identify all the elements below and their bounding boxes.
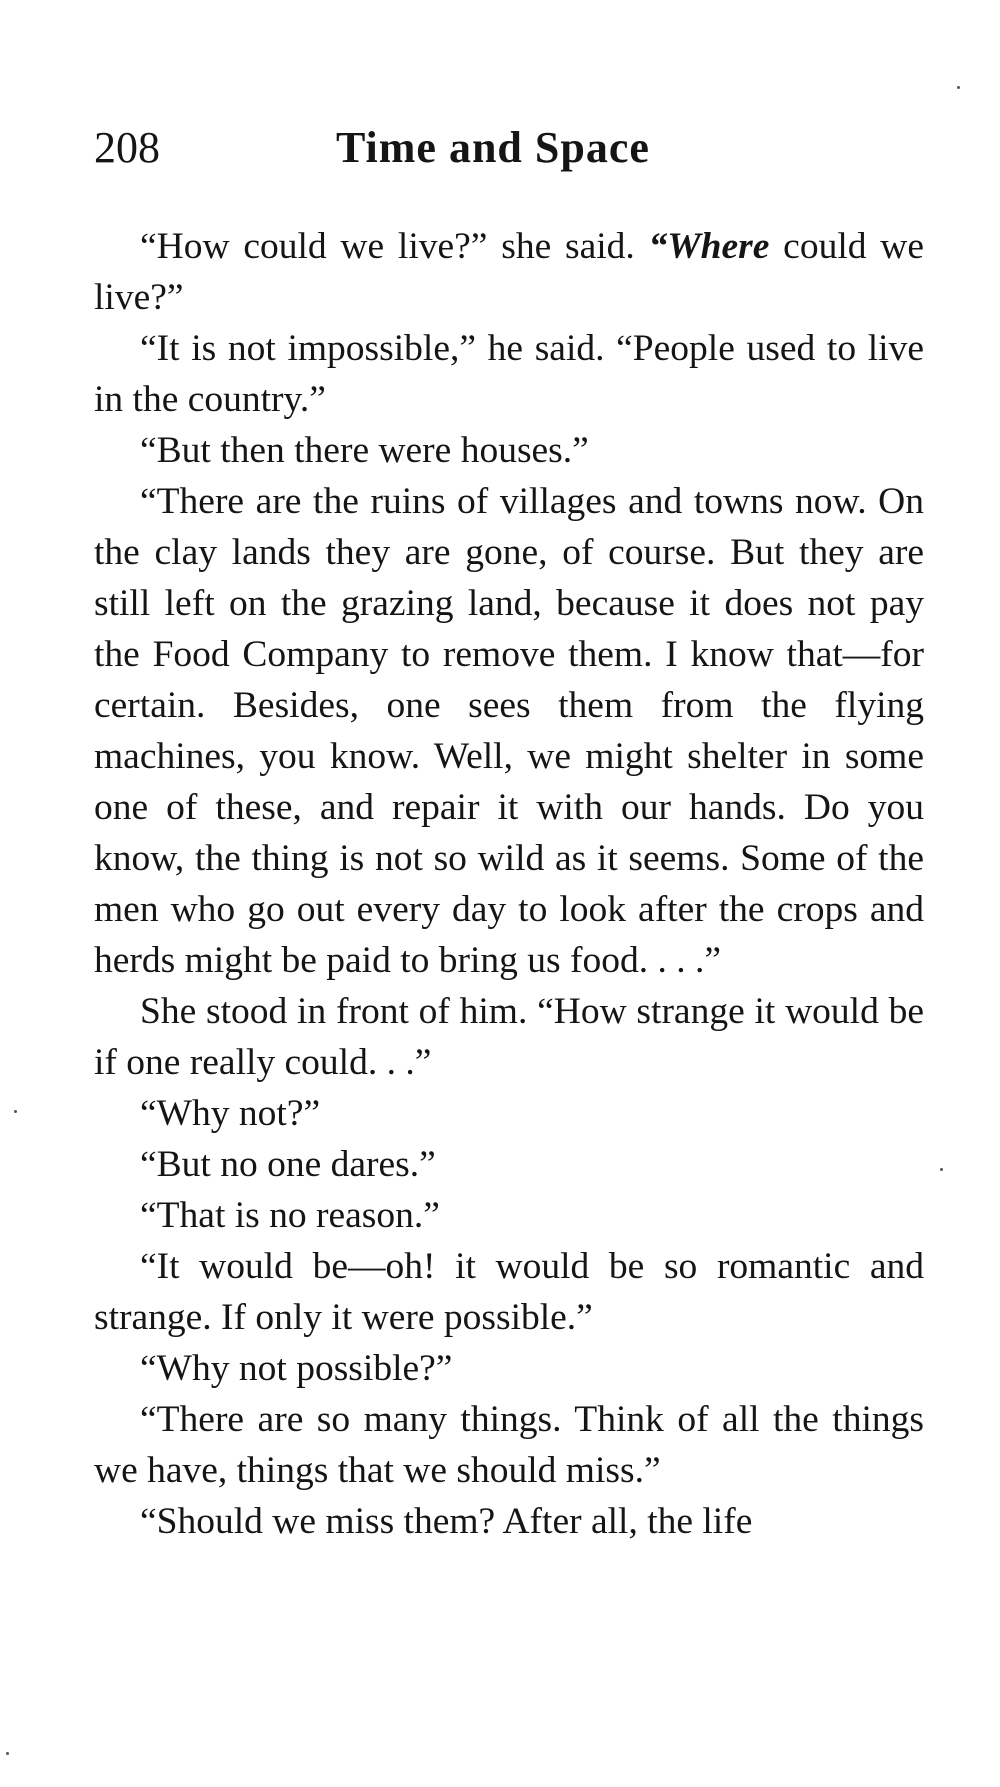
paper-speck xyxy=(957,86,960,89)
body-text xyxy=(94,221,924,1547)
paper-speck xyxy=(940,1168,943,1171)
paragraph xyxy=(94,221,924,323)
paragraph: “There are so many things. Think of all the things we have, things that we should miss.” xyxy=(94,1399,924,1491)
paragraph: “Should we miss them? After all, the life xyxy=(140,1501,753,1542)
running-head xyxy=(94,118,924,178)
paragraph: “It would be—oh! it would be so romantic and strange. If only it were possible.” xyxy=(94,1246,924,1338)
running-title: Time and Space xyxy=(336,123,650,172)
paper-speck xyxy=(6,1752,9,1755)
paragraph: “Why not?” xyxy=(140,1093,321,1134)
paragraph: “But no one dares.” xyxy=(140,1144,436,1185)
paragraph-text: could we live?” xyxy=(94,226,924,318)
paragraph: She stood in front of him. “How strange it would be if one really could. . .” xyxy=(94,991,924,1083)
paragraph: “That is no reason.” xyxy=(140,1195,440,1236)
paragraph: “It is not impossible,” he said. “People used to live in the country.” xyxy=(94,328,924,420)
paragraph: “There are the ruins of villages and towns now. On the clay lands they are gone, of course. But they are still left on the grazing land, because it does not pay the Food Company to remove them. I know that—for certain. Besides, one sees them from the flying machines, you know. Well, we might shelter in some one of these, and repair it with our hands. Do you know, the thing is not so wild as it seems. Some of the men who go out every day to look after the crops and herds might be paid to bring us food. . . .” xyxy=(94,481,924,981)
paper-speck xyxy=(14,1110,17,1113)
paragraph: “Why not possible?” xyxy=(140,1348,453,1389)
paragraph: “But then there were houses.” xyxy=(140,430,589,471)
emphasized-word: “Where xyxy=(648,226,770,267)
page-number: 208 xyxy=(94,123,160,172)
paragraph-text: “How could we live?” she said. xyxy=(140,226,649,267)
